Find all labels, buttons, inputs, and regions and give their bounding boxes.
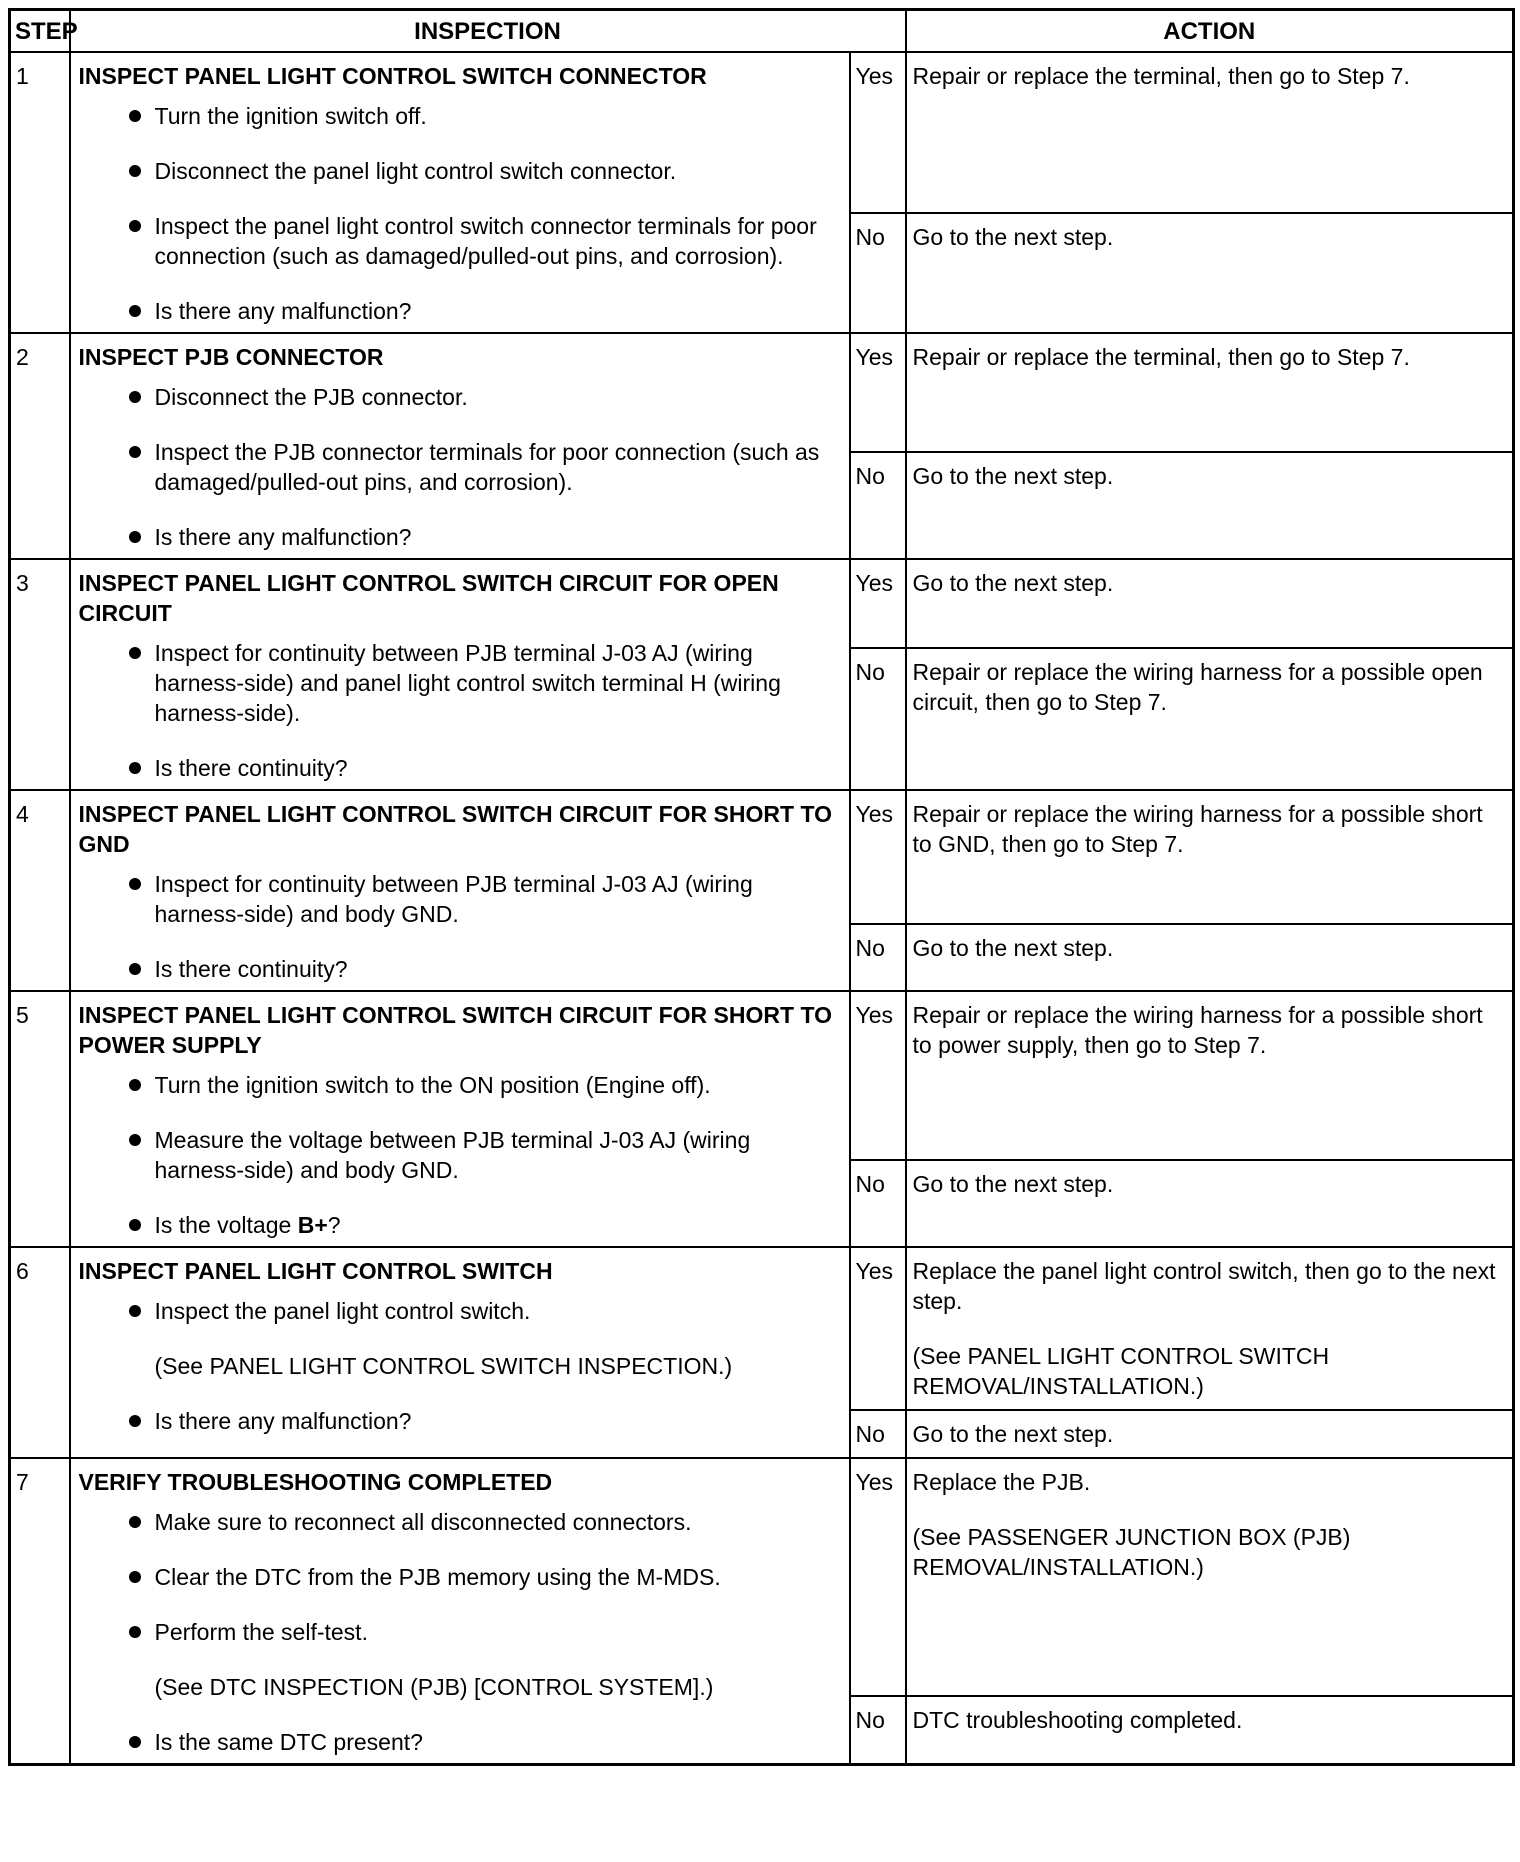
step-number: 5 [10, 991, 70, 1247]
step-2-inspection [70, 333, 850, 559]
step-number: 7 [10, 1458, 70, 1765]
step-6-row-yes [10, 1247, 1514, 1410]
bullet-icon [129, 762, 141, 774]
no-action: DTC troubleshooting completed. [906, 1696, 1514, 1765]
bullet-item: Is the same DTC present? [79, 1727, 841, 1757]
no-action: Go to the next step. [906, 213, 1514, 333]
bullet-item: Perform the self-test. [79, 1617, 841, 1647]
step-title: INSPECT PANEL LIGHT CONTROL SWITCH [78, 1258, 553, 1284]
yes-label: Yes [850, 790, 906, 924]
bullet-icon [129, 1415, 141, 1427]
step-1-row-yes [10, 52, 1514, 213]
step-3-inspection [70, 559, 850, 790]
bullet-icon [129, 531, 141, 543]
yes-label: Yes [850, 991, 906, 1160]
bullet-icon [129, 220, 141, 232]
bullet-item: Inspect the panel light control switch connector terminals for poor connection (such as damaged/pulled-out pins, and corrosion). [79, 211, 841, 271]
step-number: 2 [10, 333, 70, 559]
step-4-row-yes [10, 790, 1514, 924]
bullet-icon [129, 1305, 141, 1317]
troubleshooting-document [8, 8, 1512, 1766]
bullet-icon [129, 1626, 141, 1638]
yes-label: Yes [850, 333, 906, 452]
step-column-header: STEP [10, 10, 70, 53]
no-action: Go to the next step. [906, 1160, 1514, 1247]
step-7-inspection [70, 1458, 850, 1765]
bullet-item: Inspect the panel light control switch. [79, 1296, 841, 1326]
no-label: No [850, 1410, 906, 1458]
see-reference: (See PANEL LIGHT CONTROL SWITCH REMOVAL/INSTALLATION.) [912, 1343, 1330, 1399]
yes-action: Replace the PJB. (See PASSENGER JUNCTION BOX (PJB) REMOVAL/INSTALLATION.) [906, 1458, 1514, 1696]
step-title: INSPECT PANEL LIGHT CONTROL SWITCH CIRCUIT FOR SHORT TO POWER SUPPLY [78, 1002, 832, 1058]
bullet-item: Is there any malfunction? [79, 1406, 841, 1436]
bullet-item: Turn the ignition switch to the ON position (Engine off). [79, 1070, 841, 1100]
bullet-item: Disconnect the panel light control switch connector. [79, 156, 841, 186]
step-number: 3 [10, 559, 70, 790]
step-number: 1 [10, 52, 70, 333]
step-6-inspection [70, 1247, 850, 1458]
no-action: Go to the next step. [906, 1410, 1514, 1458]
bullet-icon [129, 878, 141, 890]
bullet-item: Inspect the PJB connector terminals for poor connection (such as damaged/pulled-out pins, and corrosion). [79, 437, 841, 497]
step-5-row-yes [10, 991, 1514, 1160]
bullet-icon [129, 963, 141, 975]
yes-action: Go to the next step. [906, 559, 1514, 648]
bullet-icon [129, 110, 141, 122]
bullet-icon [129, 1516, 141, 1528]
step-title: INSPECT PANEL LIGHT CONTROL SWITCH CIRCUIT FOR SHORT TO GND [78, 801, 832, 857]
step-3-row-yes [10, 559, 1514, 648]
bullet-icon [129, 1079, 141, 1091]
bullet-item: Disconnect the PJB connector. [79, 382, 841, 412]
step-number: 6 [10, 1247, 70, 1458]
bullet-item: Inspect for continuity between PJB terminal J-03 AJ (wiring harness-side) and body GND. [79, 869, 841, 929]
table-header-row [10, 10, 1514, 53]
bullet-icon [129, 446, 141, 458]
yes-action: Repair or replace the wiring harness for a possible short to power supply, then go to Step 7. [906, 991, 1514, 1160]
bullet-item: Make sure to reconnect all disconnected connectors. [79, 1507, 841, 1537]
bullet-item: Inspect for continuity between PJB terminal J-03 AJ (wiring harness-side) and panel light control switch terminal H (wiring harness-side). [79, 638, 841, 728]
no-label: No [850, 924, 906, 991]
step-4-inspection [70, 790, 850, 991]
step-title: VERIFY TROUBLESHOOTING COMPLETED [78, 1469, 553, 1495]
bullet-icon [129, 1736, 141, 1748]
yes-action: Repair or replace the terminal, then go to Step 7. [906, 52, 1514, 213]
step-7-row-yes [10, 1458, 1514, 1696]
bullet-item: Clear the DTC from the PJB memory using the M-MDS. [79, 1562, 841, 1592]
bullet-item: Is there any malfunction? [79, 296, 841, 326]
bullet-item: Is there continuity? [79, 954, 841, 984]
bullet-icon [129, 1134, 141, 1146]
yes-action: Repair or replace the wiring harness for a possible short to GND, then go to Step 7. [906, 790, 1514, 924]
inspection-column-header: INSPECTION [70, 10, 906, 53]
see-reference: (See PANEL LIGHT CONTROL SWITCH INSPECTION.) [154, 1353, 733, 1379]
no-label: No [850, 1160, 906, 1247]
no-label: No [850, 213, 906, 333]
no-label: No [850, 648, 906, 790]
see-reference: (See PASSENGER JUNCTION BOX (PJB) REMOVAL/INSTALLATION.) [912, 1524, 1351, 1580]
yes-action: Replace the panel light control switch, then go to the next step. (See PANEL LIGHT CONTROL SWITCH REMOVAL/INSTALLATION.) [906, 1247, 1514, 1410]
bullet-icon [129, 391, 141, 403]
no-action: Repair or replace the wiring harness for a possible open circuit, then go to Step 7. [906, 648, 1514, 790]
bullet-item: Measure the voltage between PJB terminal J-03 AJ (wiring harness-side) and body GND. [79, 1125, 841, 1185]
step-number: 4 [10, 790, 70, 991]
bullet-item: Is there continuity? [79, 753, 841, 783]
no-action: Go to the next step. [906, 452, 1514, 559]
bullet-icon [129, 647, 141, 659]
bullet-item: Is there any malfunction? [79, 522, 841, 552]
no-action: Go to the next step. [906, 924, 1514, 991]
see-reference: (See DTC INSPECTION (PJB) [CONTROL SYSTEM].) [154, 1674, 714, 1700]
bullet-item: Turn the ignition switch off. [79, 101, 841, 131]
bullet-icon [129, 1571, 141, 1583]
step-1-inspection [70, 52, 850, 333]
action-column-header: ACTION [906, 10, 1514, 53]
step-title: INSPECT PANEL LIGHT CONTROL SWITCH CIRCUIT FOR OPEN CIRCUIT [78, 570, 779, 626]
yes-action: Repair or replace the terminal, then go to Step 7. [906, 333, 1514, 452]
bullet-icon [129, 1219, 141, 1231]
yes-label: Yes [850, 1247, 906, 1410]
bullet-icon [129, 305, 141, 317]
step-2-row-yes [10, 333, 1514, 452]
no-label: No [850, 452, 906, 559]
step-title: INSPECT PANEL LIGHT CONTROL SWITCH CONNECTOR [78, 63, 707, 89]
yes-label: Yes [850, 559, 906, 648]
yes-label: Yes [850, 52, 906, 213]
step-title: INSPECT PJB CONNECTOR [78, 344, 384, 370]
bullet-item: Is the voltage B+? [79, 1210, 841, 1240]
troubleshooting-table [8, 8, 1515, 1766]
no-label: No [850, 1696, 906, 1765]
step-5-inspection [70, 991, 850, 1247]
bullet-icon [129, 165, 141, 177]
yes-label: Yes [850, 1458, 906, 1696]
